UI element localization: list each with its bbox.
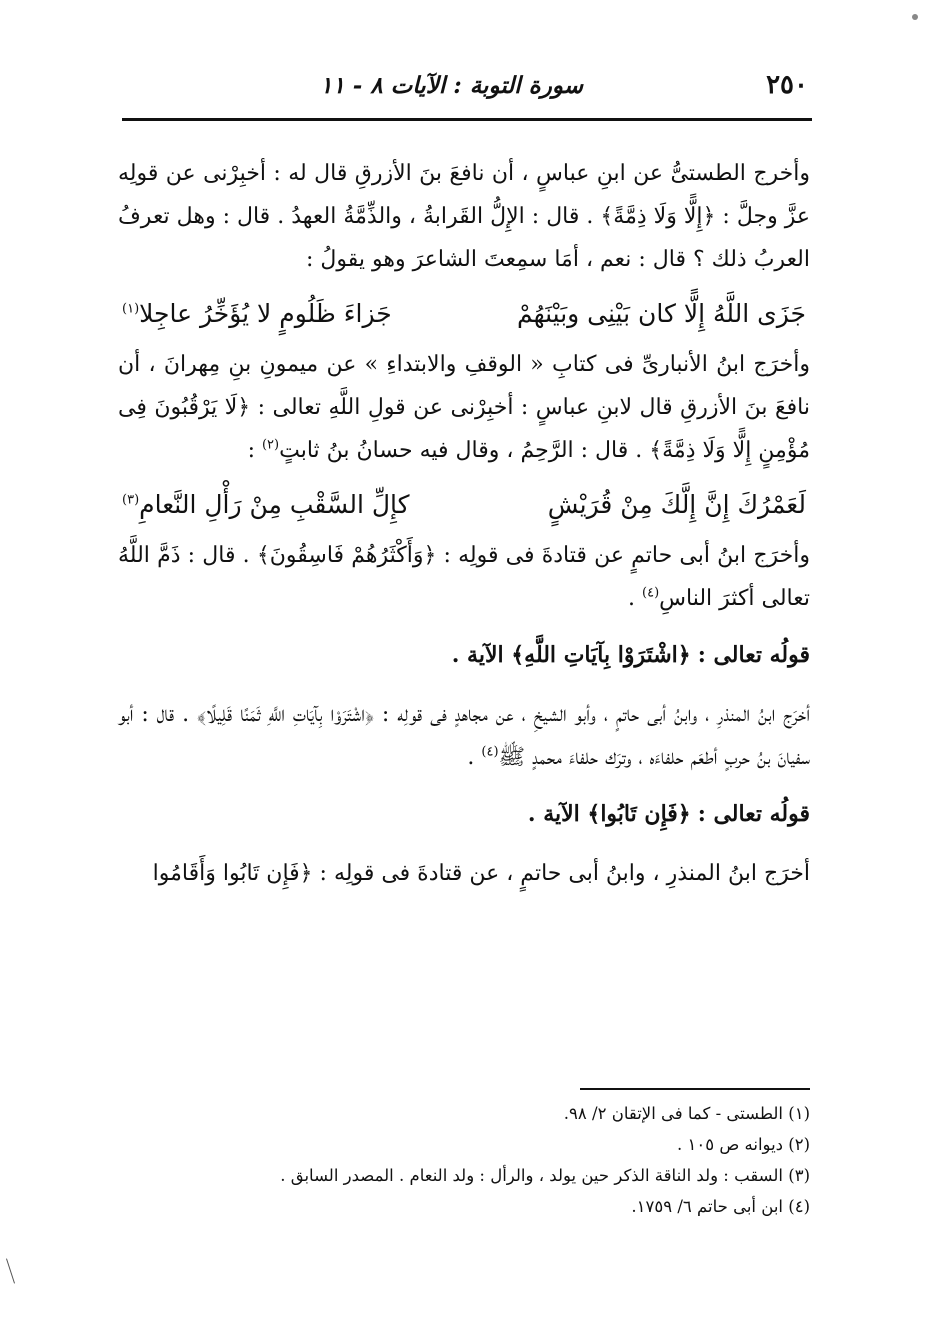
paragraph-4-text: أخرَج ابنُ المنذرِ ، وابنُ أبى حاتمٍ ، وأبو الشيخِ ، عن مجاهدٍ فى قولِه : ﴿اشْتَرَوْا بِآيَاتِ اللَّهِ ثَمَنًا قَلِيلًا﴾ . قال : أبو سفيانَ بنُ حربٍ أطعَم حلفاءَه ، وترَك حلفاءَ محمدٍ ﷺ xyxy=(118,702,810,770)
paragraph-1: وأخرج الطستىُّ عن ابنِ عباسٍ ، أن نافعَ بنَ الأزرقِ قال له : أخبِرْنى عن قولِه عزَّ وجلَّ : ﴿إِلًّا وَلَا ذِمَّةً﴾ . قال : الإِلُّ القَرابةُ ، والذِّمَّةُ العهدُ . قال : وهل تعرفُ العربُ ذلك ؟ قال : نعم ، أمَا سمِعتَ الشاعرَ وهو يقولُ : xyxy=(118,161,810,272)
footnote-ref-4a: (٤) xyxy=(642,585,660,601)
verse-2-second-hemistich xyxy=(122,480,410,530)
footnote-2: (٢) ديوانه ص ١٠٥ . xyxy=(676,1135,810,1154)
verse-2-second-text: كإِلِّ السَّقْبِ مِنْ رَأْلِ النَّعامِ xyxy=(139,490,410,519)
verse-2-first-hemistich: لَعَمْرُكَ إِنَّ إِلَّكَ مِنْ قُرَيْشٍ xyxy=(547,490,806,519)
footnote-ref-1: (١) xyxy=(122,301,140,317)
footnote-ref-4b: (٤) xyxy=(481,744,499,760)
page-number: ٢٥٠ xyxy=(766,70,808,100)
running-title: سورة التوبة : الآيات ٨ - ١١ xyxy=(320,71,583,99)
section-heading-1 xyxy=(118,634,810,677)
section-heading-2 xyxy=(118,793,810,836)
footnote-1: (١) الطستى - كما فى الإتقان ٢/ ٩٨. xyxy=(563,1104,810,1123)
footnotes xyxy=(118,1098,810,1222)
verse-1 xyxy=(118,289,810,339)
margin-mark xyxy=(6,1258,15,1283)
footnote-rule xyxy=(580,1088,810,1090)
verse-2 xyxy=(118,480,810,530)
paragraph-2 xyxy=(118,343,810,472)
section-heading-2-lead: قولُه تعالى : xyxy=(697,801,810,827)
section-heading-1-verse: ﴿اشْتَرَوْا بِآيَاتِ اللَّهِ﴾ الآية . xyxy=(451,642,691,668)
verse-1-first-hemistich: جَزَى اللَّهُ إِلًّا كان بَيْنِى وبَيْنَهُمْ xyxy=(516,299,806,328)
scan-mark xyxy=(912,14,918,20)
footnote-ref-2: (٢) xyxy=(261,437,280,453)
paragraph-4 xyxy=(118,693,810,779)
footnote-3: (٣) السقب : ولد الناقة الذكر حين يولد ، والرأل : ولد النعام . المصدر السابق . xyxy=(280,1166,810,1185)
main-text xyxy=(118,152,810,901)
section-heading-1-lead: قولُه تعالى : xyxy=(697,642,810,668)
section-heading-2-verse: ﴿فَإِن تَابُوا﴾ الآية . xyxy=(527,801,691,827)
paragraph-3-text: وأخرَج ابنُ أبى حاتمٍ عن قتادةَ فى قولِه : ﴿وَأَكْثَرُهُمْ فَاسِقُونَ﴾ . قال : ذَمَّ اللَّهُ تعالى أكثرَ الناسِ xyxy=(118,543,810,611)
paragraph-5: أخرَج ابنُ المنذرِ ، وابنُ أبى حاتمٍ ، عن قتادةَ فى قولِه : ﴿فَإِن تَابُوا وَأَقَامُوا xyxy=(152,861,810,886)
footnote-ref-3: (٣) xyxy=(122,492,140,508)
footnote-4: (٤) ابن أبى حاتم ٦/ ١٧٥٩. xyxy=(631,1197,810,1216)
paragraph-3-end: . xyxy=(628,586,643,611)
page-header xyxy=(120,68,808,102)
header-rule xyxy=(122,118,812,121)
paragraph-2-end: : xyxy=(247,438,262,463)
paragraph-2-text: وأخرَج ابنُ الأنبارىِّ فى كتابِ « الوقفِ والابتداءِ » عن ميمونِ بنِ مِهرانَ ، أن نافعَ بنَ الأزرقِ قال لابنِ عباسٍ : أخبِرْنى عن قولِ اللَّهِ تعالى : ﴿لَا يَرْقُبُونَ فِى مُؤْمِنٍ إِلًّا وَلَا ذِمَّةً﴾ . قال : الرَّحِمُ ، وقال فيه حسانُ بنُ ثابتٍ xyxy=(118,352,810,463)
paragraph-3 xyxy=(118,534,810,620)
verse-1-second-hemistich xyxy=(122,289,392,339)
verse-1-second-text: جَزاءَ ظَلُومٍ لا يُؤَخِّرُ عاجِلا xyxy=(139,299,392,328)
paragraph-4-end: . xyxy=(467,745,482,770)
